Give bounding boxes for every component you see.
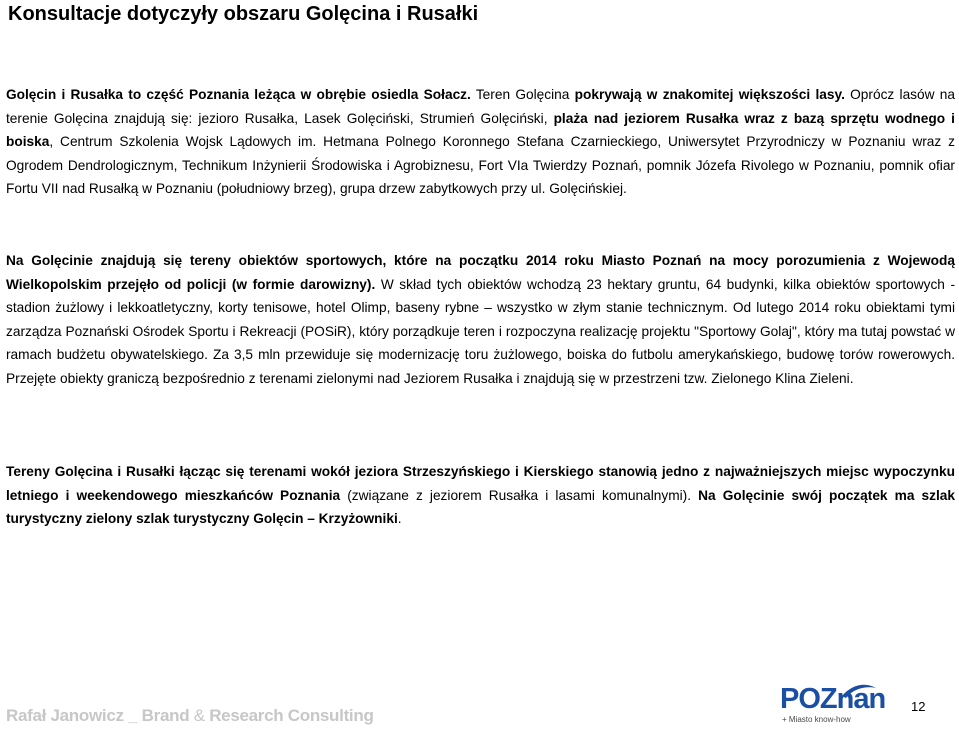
logo-text: POZnan (780, 683, 886, 715)
page-number: 12 (911, 699, 926, 714)
text: , Centrum Szkolenia Wojsk Lądowych im. Hetmana Polnego Koronnego Stefana Czarnieckiego, Uniwersytet Przyrodniczy w Poznaniu wraz z Ogrodem Dendrologicznym, Technikum Inżynierii Środowiska i Agrobiznesu, Fort VIa Twierdzy Poznań, pomnik Józefa Rivolego w Poznaniu, pomnik ofiar Fortu VII nad Rusałką w Poznaniu (południowy brzeg), grupa drzew zabytkowych przy ul. Golęcińskiej. (6, 134, 955, 197)
footer-author-part1: Rafał Janowicz _ Brand (6, 706, 194, 725)
text-bold: Tereny Golęcina i Rusałki łącząc się terenami wokół jeziora Strzeszyńskiego i Kierskiego stanowią jedno z najważniejszych miejsc wypoczynku letniego i weekendowego mieszkańców Poznania (6, 464, 955, 503)
paragraph-golecin-intro (6, 83, 955, 201)
text-bold: pokrywają w znakomitej większości lasy. (574, 87, 845, 102)
text-bold: Na Golęcinie znajdują się tereny obiektów sportowych, które na początku 2014 roku Miasto Poznań na mocy porozumienia z Wojewodą Wielkopolskim przejęło od policji (w formie darowizny). (6, 253, 955, 292)
text: Oprócz lasów na terenie Golęcina znajdują się: jezioro Rusałka, Lasek Golęciński, Strumień Golęciński, (6, 87, 955, 126)
page-title: Konsultacje dotyczyły obszaru Golęcina i Rusałki (8, 3, 479, 25)
text-bold: plaża nad jeziorem Rusałka wraz z bazą sprzętu wodnego i boiska (6, 110, 955, 150)
text: . (397, 511, 402, 527)
paragraph-recreation-areas (6, 460, 955, 531)
text-bold: Golęcin i Rusałka to część Poznania leżąca w obrębie osiedla Sołacz. (6, 87, 471, 102)
text-bold: Na Golęcinie swój początek ma szlak turystyczny zielony szlak turystyczny Golęcin – Krzyżowniki (6, 487, 956, 527)
footer-author (6, 706, 374, 726)
footer-author-amp: & (193, 706, 205, 725)
paragraph-sports-facilities (6, 249, 955, 391)
text: W skład tych obiektów wchodzą 23 hektary gruntu, 64 budynki, kilka obiektów sportowych - stadion żużlowy i lekkoatletyczny, korty tenisowe, hotel Olimp, baseny rybne – wszystko w złym stanie technicznym. Od lutego 2014 roku obiektami tymi zarządza Poznański Ośrodek Sportu i Rekreacji (POSiR), który porządkuje teren i rozpoczyna realizację projektu "Sportowy Golaj", który ma tutaj powstać w ramach budżetu obywatelskiego. Za 3,5 mln przewiduje się modernizację toru żużlowego, boiska do futbolu amerykańskiego, budowę torów rowerowych. Przejęte obiekty graniczą bezpośrednio z terenami zielonymi nad Jeziorem Rusałka i znajdują się w przestrzeni tzw. Zielonego Klina Zieleni. (6, 276, 956, 386)
logo-subtitle: + Miasto know-how (782, 715, 851, 724)
text: Teren Golęcina (470, 87, 575, 102)
text: (związane z jeziorem Rusałka i lasami komunalnymi). (340, 487, 699, 503)
poznan-logo (780, 682, 900, 726)
footer-author-part2: Research Consulting (204, 706, 374, 725)
